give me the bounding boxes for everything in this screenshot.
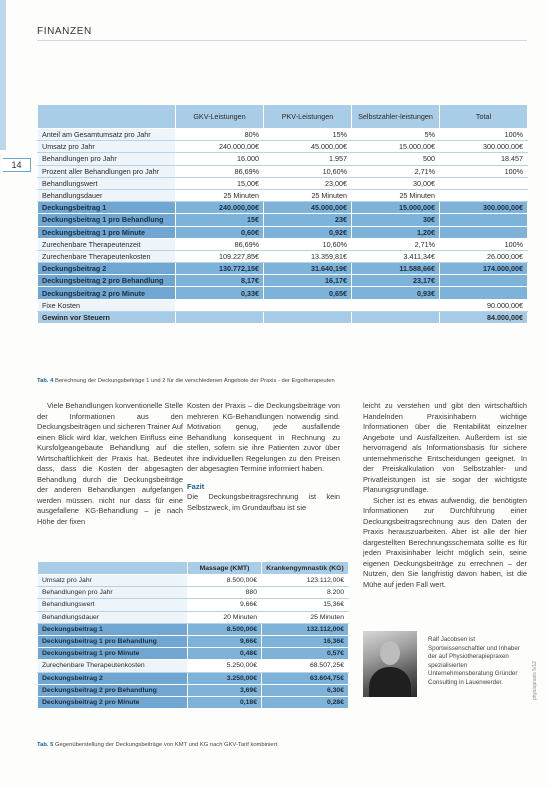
column-header: PKV-Leistungen (264, 105, 352, 129)
author-photo (363, 631, 417, 697)
table-cell: 132.112,00€ (262, 623, 349, 635)
table-cell: 880 (188, 587, 262, 599)
row-label: Deckungsbeitrag 1 pro Behandlung (38, 635, 188, 647)
author-photo-body (369, 667, 411, 697)
table-row (38, 129, 528, 141)
table-cell: 2,71% (352, 165, 440, 177)
table-cell: 500 (352, 153, 440, 165)
table-cell (440, 287, 528, 299)
table-row (38, 141, 528, 153)
row-label: Deckungsbeitrag 1 pro Minute (38, 648, 188, 660)
table-cell (440, 177, 528, 189)
table-cell: 174.000,00€ (440, 263, 528, 275)
body-column-3 (363, 401, 527, 590)
table-cell (440, 214, 528, 226)
table-cell: 10,60% (264, 238, 352, 250)
table-5-caption-label: Tab. 5 (37, 742, 54, 748)
row-label: Gewinn vor Steuern (38, 311, 176, 323)
table-cell: 3.250,00€ (188, 672, 262, 684)
table-cell (264, 299, 352, 311)
table-row (38, 311, 528, 323)
table-row (38, 202, 528, 214)
table-cell: 16,17€ (264, 275, 352, 287)
row-label: Zurechenbare Therapeutenzeit (38, 238, 176, 250)
column-header (38, 562, 188, 575)
table-cell: 25 Minuten (352, 189, 440, 201)
table-cell (176, 311, 264, 323)
table-cell: 25 Minuten (262, 611, 349, 623)
table-cell (352, 311, 440, 323)
table-cell: 123.112,00€ (262, 575, 349, 587)
table-cell: 6,30€ (262, 684, 349, 696)
table-cell: 130.772,15€ (176, 263, 264, 275)
table-cell: 8.200 (262, 587, 349, 599)
table-cell (352, 299, 440, 311)
table-row (38, 153, 528, 165)
table-cell: 15,36€ (262, 599, 349, 611)
table-cell: 3,69€ (188, 684, 262, 696)
table-5-caption-text: Gegenüberstellung der Deckungsbeiträge von KMT und KG nach GKV-Tarif kombiniert (54, 742, 278, 748)
table-cell: 30,00€ (352, 177, 440, 189)
table-cell: 20 Minuten (188, 611, 262, 623)
table-cell: 8,17€ (176, 275, 264, 287)
column-header: Total (440, 105, 528, 129)
table-cell: 30€ (352, 214, 440, 226)
table-cell: 0,93€ (352, 287, 440, 299)
table-cell: 0,28€ (262, 696, 349, 708)
table-row (38, 672, 349, 684)
table-cell: 26.000,00€ (440, 250, 528, 262)
table-cell: 100% (440, 165, 528, 177)
row-label: Behandlungen pro Jahr (38, 587, 188, 599)
table-cell (264, 311, 352, 323)
left-accent-bar (0, 0, 6, 150)
section-title: FINANZEN (37, 26, 92, 37)
table-row (38, 623, 349, 635)
row-label: Deckungsbeitrag 1 pro Behandlung (38, 214, 176, 226)
table-cell: 86,69% (176, 165, 264, 177)
table-row (38, 660, 349, 672)
table-cell: 90.000,00€ (440, 299, 528, 311)
table-cell: 5.250,00€ (188, 660, 262, 672)
table-row (38, 263, 528, 275)
table-5 (37, 561, 349, 709)
table-cell: 68.507,25€ (262, 660, 349, 672)
table-row (38, 226, 528, 238)
side-credit: physiopraxis 5/12 (532, 661, 538, 700)
table-cell: 8.500,00€ (188, 575, 262, 587)
row-label: Deckungsbeitrag 2 pro Behandlung (38, 684, 188, 696)
table-cell: 63.604,75€ (262, 672, 349, 684)
table-cell: 15.000,00€ (352, 202, 440, 214)
column-header (38, 105, 176, 129)
table-row (38, 696, 349, 708)
row-label: Deckungsbeitrag 2 pro Minute (38, 696, 188, 708)
table-row (38, 189, 528, 201)
table-cell: 23€ (264, 214, 352, 226)
paragraph: Kosten der Praxis – die Deckungsbeiträge von mehreren KG-Behandlungen notwendig sind. Motivation genug, jede ausfallende Behandlung konsequent in Rechnung zu stellen, sofern sie ihre Patienten zuvor über ihre individuellen Regelungen zu den Preisen der abgesagten Termine informiert haben. (187, 401, 340, 473)
table-cell (440, 226, 528, 238)
header-divider (37, 40, 527, 41)
table-cell: 0,18€ (188, 696, 262, 708)
page-number: 14 (3, 158, 31, 172)
table-cell: 1,20€ (352, 226, 440, 238)
table-cell: 100% (440, 129, 528, 141)
table-cell: 16,36€ (262, 635, 349, 647)
table-cell: 11.588,66€ (352, 263, 440, 275)
table-cell: 18.457 (440, 153, 528, 165)
row-label: Behandlungswert (38, 177, 176, 189)
table-cell: 9,66€ (188, 635, 262, 647)
table-cell: 16.000 (176, 153, 264, 165)
table-row (38, 587, 349, 599)
paragraph: Viele Behandlungen konventionelle Stelle der Informationen aus den Deckungsbeiträgen und sicheren Trainer Auf einen Blick wird klar, welchen Einfluss eine Kursfolgeangebaute Behandlung auf die Wirtschaftlichkeit der Praxis hat. Bedeutet dass, dass die Kosten der abgesagten Behandlung durch die Deckungsbeiträge der anderen Behandlungen aufgefangen werden müssen. nicht nur dass für eine ausgefallene KG-Behandlung – je nach Höhe der fixen (37, 401, 183, 526)
table-row (38, 575, 349, 587)
table-row (38, 648, 349, 660)
table-cell: 3.411,34€ (352, 250, 440, 262)
table-cell (440, 189, 528, 201)
table-cell (440, 275, 528, 287)
table-cell: 86,69% (176, 238, 264, 250)
table-cell: 15% (264, 129, 352, 141)
table-4-caption-text: Berechnung der Deckungsbeiträge 1 und 2 für die verschiedenen Angebote der Praxis - der Ergotherapeuten (54, 378, 335, 384)
paragraph: leicht zu verstehen und gibt den wirtschaftlich Handelnden Praxisinhabern wichtige Informationen über die Rentabilität einzelner Angebote und Ausfallzeiten. Außerdem ist sie hervorragend als Informationsbasis für sichere unternehmerische Entscheidungen geeignet. In der Preiskalkulation von Selbstzahler- und Privatleistungen ist sie sogar der wichtigste Planungsgrundlage. (363, 401, 527, 494)
table-cell: 23,17€ (352, 275, 440, 287)
table-row (38, 250, 528, 262)
table-cell: 45.000,00€ (264, 202, 352, 214)
table-cell: 84.000,00€ (440, 311, 528, 323)
table-cell: 0,48€ (188, 648, 262, 660)
table-cell: 109.227,85€ (176, 250, 264, 262)
row-label: Deckungsbeitrag 1 (38, 623, 188, 635)
row-label: Deckungsbeitrag 2 pro Behandlung (38, 275, 176, 287)
table-cell: 100% (440, 238, 528, 250)
table-cell: 31.640,19€ (264, 263, 352, 275)
table-cell: 13.359,81€ (264, 250, 352, 262)
table-row (38, 684, 349, 696)
row-label: Umsatz pro Jahr (38, 141, 176, 153)
table-cell: 240.000,00€ (176, 141, 264, 153)
author-photo-head (380, 641, 400, 665)
table-cell: 1.957 (264, 153, 352, 165)
table-5-caption (37, 742, 367, 748)
table-cell: 25 Minuten (264, 189, 352, 201)
table-cell: 0,60€ (176, 226, 264, 238)
table-cell: 8.500,00€ (188, 623, 262, 635)
column-header: Selbstzahler-leistungen (352, 105, 440, 129)
table-row (38, 238, 528, 250)
row-label: Deckungsbeitrag 1 (38, 202, 176, 214)
row-label: Fixe Kosten (38, 299, 176, 311)
table-cell: 80% (176, 129, 264, 141)
row-label: Anteil am Gesamtumsatz pro Jahr (38, 129, 176, 141)
table-cell: 0,57€ (262, 648, 349, 660)
table-5-header-row (38, 562, 349, 575)
table-cell: 300.000,00€ (440, 141, 528, 153)
table-row (38, 177, 528, 189)
row-label: Behandlungswert (38, 599, 188, 611)
table-cell: 23,00€ (264, 177, 352, 189)
table-cell: 9,66€ (188, 599, 262, 611)
table-row (38, 299, 528, 311)
row-label: Deckungsbeitrag 1 pro Minute (38, 226, 176, 238)
table-cell: 0,65€ (264, 287, 352, 299)
table-4-header-row (38, 105, 528, 129)
table-cell: 5% (352, 129, 440, 141)
table-cell: 15€ (176, 214, 264, 226)
row-label: Behandlungsdauer (38, 189, 176, 201)
row-label: Behandlungen pro Jahr (38, 153, 176, 165)
table-row (38, 599, 349, 611)
table-cell: 10,60% (264, 165, 352, 177)
table-row (38, 635, 349, 647)
table-4 (37, 104, 528, 324)
author-bio: Ralf Jacobsen ist Sportwissenschaftler und Inhaber der auf Physiotherapiepraxen spezialisierten Unternehmensberatung Gründer Consulting in Lauenwerder. (428, 636, 520, 686)
table-row (38, 214, 528, 226)
table-cell: 0,92€ (264, 226, 352, 238)
paragraph: Sicher ist es etwas aufwendig, die benötigten Informationen zur Durchführung einer Deckungsbeitragsrechnung aus den Daten der Praxis herauszuarbeiten. Aber ist alle der hier dargestellten Berechnungsschemata sollte es für jeden Praxisinhaber leicht möglich sein, seine eigenen Deckungsbeiträge zu errechnen – der Nutzen, den Sie langfristig davon haben, ist die Mühe auf jeden Fall wert. (363, 495, 527, 589)
column-header: Krankengymnastik (KG) (262, 562, 349, 575)
table-cell: 240.000,00€ (176, 202, 264, 214)
table-cell: 25 Minuten (176, 189, 264, 201)
table-row (38, 165, 528, 177)
table-row (38, 287, 528, 299)
fazit-heading: Fazit (187, 481, 205, 491)
column-header: GKV-Leistungen (176, 105, 264, 129)
table-row (38, 611, 349, 623)
table-cell: 15.000,00€ (352, 141, 440, 153)
table-cell: 15,00€ (176, 177, 264, 189)
body-column-1 (37, 401, 183, 527)
row-label: Behandlungsdauer (38, 611, 188, 623)
paragraph: Die Deckungsbeitragsrechnung ist kein Selbstzweck, im Grundaufbau ist sie (187, 492, 340, 512)
column-header: Massage (KMT) (188, 562, 262, 575)
table-cell: 300.000,00€ (440, 202, 528, 214)
table-cell: 45.000,00€ (264, 141, 352, 153)
table-cell: 0,33€ (176, 287, 264, 299)
row-label: Prozent aller Behandlungen pro Jahr (38, 165, 176, 177)
body-column-2 (187, 401, 340, 513)
table-4-caption-label: Tab. 4 (37, 378, 54, 384)
table-cell (176, 299, 264, 311)
table-4-caption (37, 378, 527, 384)
row-label: Deckungsbeitrag 2 pro Minute (38, 287, 176, 299)
row-label: Zurechenbare Therapeutenkosten (38, 250, 176, 262)
row-label: Deckungsbeitrag 2 (38, 672, 188, 684)
table-cell: 2,71% (352, 238, 440, 250)
row-label: Zurechenbare Therapeutenkosten (38, 660, 188, 672)
row-label: Umsatz pro Jahr (38, 575, 188, 587)
row-label: Deckungsbeitrag 2 (38, 263, 176, 275)
table-row (38, 275, 528, 287)
